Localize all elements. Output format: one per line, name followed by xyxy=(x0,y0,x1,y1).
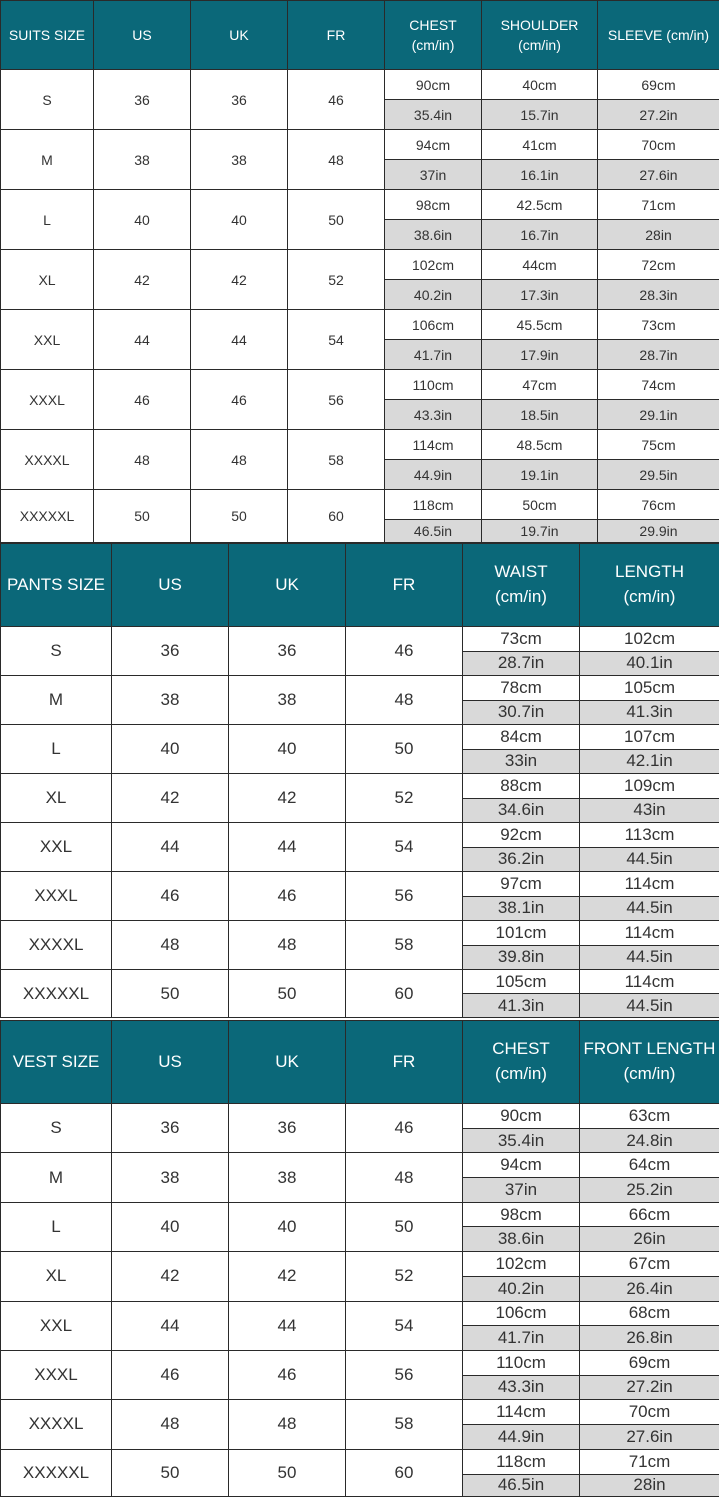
pants-measure-cm-cell: 105cm xyxy=(580,676,719,701)
vest-uk-cell: 46 xyxy=(229,1350,346,1399)
table-row xyxy=(1,130,719,160)
pants-size-cell: L xyxy=(1,725,112,774)
suits-us-cell: 40 xyxy=(94,190,191,250)
pants-measure-cm-cell: 113cm xyxy=(580,823,719,848)
table-row xyxy=(1,676,719,701)
suits-uk-cell: 46 xyxy=(191,370,288,430)
pants-measure-in-cell: 40.1in xyxy=(580,651,719,676)
pants-measure-cm-cell: 107cm xyxy=(580,725,719,750)
suits-uk-cell: 42 xyxy=(191,250,288,310)
vest-measure-cm-cell: 70cm xyxy=(580,1400,719,1425)
suits-size-cell: L xyxy=(1,190,94,250)
pants-measure-in-cell: 28.7in xyxy=(463,651,580,676)
suits-column-header: CHEST (cm/in) xyxy=(385,1,482,70)
pants-measure-in-cell: 44.5in xyxy=(580,994,719,1018)
vest-measure-in-cell: 38.6in xyxy=(463,1227,580,1252)
suits-us-cell: 50 xyxy=(94,490,191,543)
pants-fr-cell: 52 xyxy=(346,774,463,823)
pants-measure-in-cell: 39.8in xyxy=(463,945,580,970)
pants-size-cell: S xyxy=(1,627,112,676)
suits-measure-cm-cell: 102cm xyxy=(385,250,482,280)
pants-size-cell: XXXXL xyxy=(1,921,112,970)
suits-measure-cm-cell: 69cm xyxy=(598,70,719,100)
vest-size-chart xyxy=(0,1020,719,1499)
vest-measure-in-cell: 24.8in xyxy=(580,1128,719,1153)
vest-measure-in-cell: 43.3in xyxy=(463,1375,580,1400)
pants-us-cell: 38 xyxy=(112,676,229,725)
vest-measure-cm-cell: 71cm xyxy=(580,1449,719,1474)
suits-measure-in-cell: 37in xyxy=(385,160,482,190)
suits-measure-in-cell: 19.7in xyxy=(482,520,598,543)
suits-measure-cm-cell: 94cm xyxy=(385,130,482,160)
table-row xyxy=(1,1153,719,1178)
suits-us-cell: 48 xyxy=(94,430,191,490)
suits-fr-cell: 48 xyxy=(288,130,385,190)
suits-us-cell: 44 xyxy=(94,310,191,370)
vest-size-cell: XXXL xyxy=(1,1350,112,1399)
vest-measure-cm-cell: 102cm xyxy=(463,1252,580,1277)
suits-size-chart xyxy=(0,0,719,543)
vest-measure-cm-cell: 68cm xyxy=(580,1301,719,1326)
table-row xyxy=(1,921,719,946)
suits-measure-in-cell: 27.6in xyxy=(598,160,719,190)
pants-measure-in-cell: 34.6in xyxy=(463,798,580,823)
vest-measure-cm-cell: 69cm xyxy=(580,1350,719,1375)
suits-uk-cell: 50 xyxy=(191,490,288,543)
pants-fr-cell: 60 xyxy=(346,970,463,1018)
suits-measure-in-cell: 17.3in xyxy=(482,280,598,310)
pants-measure-cm-cell: 92cm xyxy=(463,823,580,848)
suits-measure-in-cell: 29.1in xyxy=(598,400,719,430)
pants-column-header: US xyxy=(112,544,229,627)
suits-measure-cm-cell: 72cm xyxy=(598,250,719,280)
table-row xyxy=(1,250,719,280)
suits-measure-in-cell: 28.7in xyxy=(598,340,719,370)
suits-fr-cell: 50 xyxy=(288,190,385,250)
suits-measure-cm-cell: 40cm xyxy=(482,70,598,100)
pants-size-cell: XXXL xyxy=(1,872,112,921)
suits-uk-cell: 38 xyxy=(191,130,288,190)
pants-measure-in-cell: 36.2in xyxy=(463,847,580,872)
table-row xyxy=(1,310,719,340)
vest-table xyxy=(0,1020,719,1497)
vest-measure-in-cell: 26.8in xyxy=(580,1326,719,1351)
suits-measure-cm-cell: 73cm xyxy=(598,310,719,340)
pants-fr-cell: 58 xyxy=(346,921,463,970)
vest-us-cell: 50 xyxy=(112,1449,229,1496)
vest-size-cell: L xyxy=(1,1202,112,1251)
table-row xyxy=(1,774,719,799)
suits-us-cell: 46 xyxy=(94,370,191,430)
pants-column-header: LENGTH (cm/in) xyxy=(580,544,719,627)
suits-measure-cm-cell: 74cm xyxy=(598,370,719,400)
vest-measure-cm-cell: 110cm xyxy=(463,1350,580,1375)
suits-table xyxy=(0,0,719,543)
vest-measure-cm-cell: 98cm xyxy=(463,1202,580,1227)
pants-measure-in-cell: 33in xyxy=(463,749,580,774)
vest-fr-cell: 54 xyxy=(346,1301,463,1350)
table-row xyxy=(1,872,719,897)
pants-column-header: UK xyxy=(229,544,346,627)
suits-fr-cell: 56 xyxy=(288,370,385,430)
suits-us-cell: 38 xyxy=(94,130,191,190)
suits-measure-cm-cell: 98cm xyxy=(385,190,482,220)
table-row xyxy=(1,490,719,520)
vest-fr-cell: 58 xyxy=(346,1400,463,1449)
vest-size-cell: XL xyxy=(1,1252,112,1301)
table-row xyxy=(1,190,719,220)
suits-fr-cell: 54 xyxy=(288,310,385,370)
pants-uk-cell: 38 xyxy=(229,676,346,725)
pants-measure-in-cell: 38.1in xyxy=(463,896,580,921)
pants-measure-in-cell: 41.3in xyxy=(580,700,719,725)
pants-us-cell: 48 xyxy=(112,921,229,970)
pants-measure-in-cell: 44.5in xyxy=(580,847,719,872)
pants-us-cell: 40 xyxy=(112,725,229,774)
table-row xyxy=(1,1449,719,1474)
pants-measure-cm-cell: 97cm xyxy=(463,872,580,897)
pants-measure-in-cell: 44.5in xyxy=(580,896,719,921)
vest-measure-cm-cell: 66cm xyxy=(580,1202,719,1227)
pants-measure-cm-cell: 73cm xyxy=(463,627,580,652)
pants-measure-in-cell: 44.5in xyxy=(580,945,719,970)
vest-uk-cell: 50 xyxy=(229,1449,346,1496)
vest-uk-cell: 40 xyxy=(229,1202,346,1251)
pants-fr-cell: 50 xyxy=(346,725,463,774)
vest-measure-in-cell: 26.4in xyxy=(580,1276,719,1301)
table-row xyxy=(1,1400,719,1425)
pants-size-chart xyxy=(0,543,719,1020)
vest-fr-cell: 56 xyxy=(346,1350,463,1399)
suits-column-header: SLEEVE (cm/in) xyxy=(598,1,719,70)
suits-measure-in-cell: 16.1in xyxy=(482,160,598,190)
table-row xyxy=(1,430,719,460)
suits-measure-in-cell: 40.2in xyxy=(385,280,482,310)
table-row xyxy=(1,1104,719,1129)
vest-uk-cell: 36 xyxy=(229,1104,346,1153)
pants-uk-cell: 40 xyxy=(229,725,346,774)
vest-us-cell: 42 xyxy=(112,1252,229,1301)
table-row xyxy=(1,725,719,750)
table-row xyxy=(1,1252,719,1277)
vest-measure-in-cell: 41.7in xyxy=(463,1326,580,1351)
pants-measure-cm-cell: 114cm xyxy=(580,921,719,946)
pants-measure-cm-cell: 101cm xyxy=(463,921,580,946)
table-row xyxy=(1,970,719,994)
suits-size-cell: S xyxy=(1,70,94,130)
suits-measure-cm-cell: 90cm xyxy=(385,70,482,100)
vest-fr-cell: 48 xyxy=(346,1153,463,1202)
vest-us-cell: 36 xyxy=(112,1104,229,1153)
suits-measure-cm-cell: 110cm xyxy=(385,370,482,400)
pants-fr-cell: 54 xyxy=(346,823,463,872)
suits-column-header: FR xyxy=(288,1,385,70)
pants-measure-in-cell: 43in xyxy=(580,798,719,823)
vest-size-cell: M xyxy=(1,1153,112,1202)
pants-measure-cm-cell: 102cm xyxy=(580,627,719,652)
suits-column-header: US xyxy=(94,1,191,70)
suits-size-cell: XXXL xyxy=(1,370,94,430)
vest-measure-cm-cell: 106cm xyxy=(463,1301,580,1326)
suits-measure-cm-cell: 42.5cm xyxy=(482,190,598,220)
pants-us-cell: 44 xyxy=(112,823,229,872)
vest-measure-cm-cell: 67cm xyxy=(580,1252,719,1277)
pants-uk-cell: 36 xyxy=(229,627,346,676)
vest-column-header: CHEST (cm/in) xyxy=(463,1021,580,1104)
suits-measure-cm-cell: 114cm xyxy=(385,430,482,460)
suits-measure-cm-cell: 106cm xyxy=(385,310,482,340)
vest-measure-cm-cell: 118cm xyxy=(463,1449,580,1474)
suits-measure-in-cell: 19.1in xyxy=(482,460,598,490)
vest-fr-cell: 50 xyxy=(346,1202,463,1251)
suits-measure-in-cell: 43.3in xyxy=(385,400,482,430)
vest-fr-cell: 52 xyxy=(346,1252,463,1301)
suits-measure-in-cell: 28in xyxy=(598,220,719,250)
pants-us-cell: 50 xyxy=(112,970,229,1018)
suits-column-header: SHOULDER (cm/in) xyxy=(482,1,598,70)
vest-measure-in-cell: 44.9in xyxy=(463,1424,580,1449)
suits-measure-in-cell: 38.6in xyxy=(385,220,482,250)
vest-measure-cm-cell: 94cm xyxy=(463,1153,580,1178)
vest-uk-cell: 44 xyxy=(229,1301,346,1350)
suits-column-header: UK xyxy=(191,1,288,70)
table-row xyxy=(1,823,719,848)
suits-size-cell: XXL xyxy=(1,310,94,370)
suits-measure-cm-cell: 50cm xyxy=(482,490,598,520)
suits-measure-cm-cell: 76cm xyxy=(598,490,719,520)
suits-fr-cell: 52 xyxy=(288,250,385,310)
pants-uk-cell: 46 xyxy=(229,872,346,921)
pants-table xyxy=(0,543,719,1018)
vest-measure-in-cell: 46.5in xyxy=(463,1474,580,1496)
pants-size-cell: M xyxy=(1,676,112,725)
pants-us-cell: 36 xyxy=(112,627,229,676)
pants-us-cell: 42 xyxy=(112,774,229,823)
vest-column-header: FR xyxy=(346,1021,463,1104)
vest-us-cell: 38 xyxy=(112,1153,229,1202)
vest-measure-in-cell: 26in xyxy=(580,1227,719,1252)
suits-column-header: SUITS SIZE xyxy=(1,1,94,70)
vest-measure-cm-cell: 63cm xyxy=(580,1104,719,1129)
pants-measure-cm-cell: 88cm xyxy=(463,774,580,799)
suits-measure-in-cell: 46.5in xyxy=(385,520,482,543)
vest-measure-in-cell: 27.2in xyxy=(580,1375,719,1400)
suits-measure-in-cell: 18.5in xyxy=(482,400,598,430)
pants-uk-cell: 50 xyxy=(229,970,346,1018)
pants-header-row xyxy=(1,544,719,627)
vest-uk-cell: 38 xyxy=(229,1153,346,1202)
vest-uk-cell: 42 xyxy=(229,1252,346,1301)
table-row xyxy=(1,627,719,652)
vest-fr-cell: 46 xyxy=(346,1104,463,1153)
pants-uk-cell: 48 xyxy=(229,921,346,970)
suits-header-row xyxy=(1,1,719,70)
vest-measure-in-cell: 27.6in xyxy=(580,1424,719,1449)
vest-uk-cell: 48 xyxy=(229,1400,346,1449)
pants-fr-cell: 48 xyxy=(346,676,463,725)
pants-measure-cm-cell: 114cm xyxy=(580,970,719,994)
vest-size-cell: XXXXL xyxy=(1,1400,112,1449)
suits-measure-cm-cell: 48.5cm xyxy=(482,430,598,460)
pants-measure-in-cell: 30.7in xyxy=(463,700,580,725)
suits-measure-cm-cell: 45.5cm xyxy=(482,310,598,340)
pants-column-header: FR xyxy=(346,544,463,627)
suits-measure-in-cell: 16.7in xyxy=(482,220,598,250)
vest-fr-cell: 60 xyxy=(346,1449,463,1496)
pants-uk-cell: 44 xyxy=(229,823,346,872)
table-row xyxy=(1,370,719,400)
pants-measure-cm-cell: 78cm xyxy=(463,676,580,701)
suits-fr-cell: 60 xyxy=(288,490,385,543)
vest-measure-cm-cell: 64cm xyxy=(580,1153,719,1178)
suits-measure-in-cell: 27.2in xyxy=(598,100,719,130)
pants-column-header: PANTS SIZE xyxy=(1,544,112,627)
suits-size-cell: M xyxy=(1,130,94,190)
vest-measure-in-cell: 28in xyxy=(580,1474,719,1496)
vest-header-row xyxy=(1,1021,719,1104)
pants-measure-cm-cell: 114cm xyxy=(580,872,719,897)
pants-column-header: WAIST (cm/in) xyxy=(463,544,580,627)
table-row xyxy=(1,1301,719,1326)
pants-size-cell: XXL xyxy=(1,823,112,872)
pants-us-cell: 46 xyxy=(112,872,229,921)
suits-measure-in-cell: 28.3in xyxy=(598,280,719,310)
vest-measure-in-cell: 35.4in xyxy=(463,1128,580,1153)
pants-measure-in-cell: 41.3in xyxy=(463,994,580,1018)
suits-uk-cell: 48 xyxy=(191,430,288,490)
pants-size-cell: XXXXXL xyxy=(1,970,112,1018)
suits-measure-in-cell: 41.7in xyxy=(385,340,482,370)
suits-us-cell: 42 xyxy=(94,250,191,310)
vest-size-cell: S xyxy=(1,1104,112,1153)
suits-size-cell: XXXXXL xyxy=(1,490,94,543)
table-row xyxy=(1,1350,719,1375)
vest-column-header: VEST SIZE xyxy=(1,1021,112,1104)
suits-uk-cell: 40 xyxy=(191,190,288,250)
suits-measure-in-cell: 29.5in xyxy=(598,460,719,490)
suits-size-cell: XL xyxy=(1,250,94,310)
suits-measure-cm-cell: 71cm xyxy=(598,190,719,220)
suits-measure-cm-cell: 118cm xyxy=(385,490,482,520)
suits-uk-cell: 36 xyxy=(191,70,288,130)
vest-measure-cm-cell: 90cm xyxy=(463,1104,580,1129)
suits-fr-cell: 58 xyxy=(288,430,385,490)
vest-measure-in-cell: 25.2in xyxy=(580,1178,719,1203)
suits-fr-cell: 46 xyxy=(288,70,385,130)
suits-measure-cm-cell: 41cm xyxy=(482,130,598,160)
suits-measure-in-cell: 17.9in xyxy=(482,340,598,370)
vest-column-header: FRONT LENGTH (cm/in) xyxy=(580,1021,719,1104)
pants-fr-cell: 56 xyxy=(346,872,463,921)
suits-size-cell: XXXXL xyxy=(1,430,94,490)
pants-measure-cm-cell: 105cm xyxy=(463,970,580,994)
vest-column-header: US xyxy=(112,1021,229,1104)
pants-measure-in-cell: 42.1in xyxy=(580,749,719,774)
vest-measure-in-cell: 40.2in xyxy=(463,1276,580,1301)
suits-measure-cm-cell: 70cm xyxy=(598,130,719,160)
suits-measure-cm-cell: 47cm xyxy=(482,370,598,400)
pants-fr-cell: 46 xyxy=(346,627,463,676)
suits-measure-in-cell: 44.9in xyxy=(385,460,482,490)
pants-uk-cell: 42 xyxy=(229,774,346,823)
vest-us-cell: 40 xyxy=(112,1202,229,1251)
vest-measure-cm-cell: 114cm xyxy=(463,1400,580,1425)
pants-size-cell: XL xyxy=(1,774,112,823)
suits-measure-in-cell: 29.9in xyxy=(598,520,719,543)
pants-measure-cm-cell: 109cm xyxy=(580,774,719,799)
suits-us-cell: 36 xyxy=(94,70,191,130)
vest-size-cell: XXL xyxy=(1,1301,112,1350)
vest-column-header: UK xyxy=(229,1021,346,1104)
pants-measure-cm-cell: 84cm xyxy=(463,725,580,750)
vest-us-cell: 44 xyxy=(112,1301,229,1350)
suits-measure-in-cell: 35.4in xyxy=(385,100,482,130)
suits-measure-cm-cell: 44cm xyxy=(482,250,598,280)
vest-measure-in-cell: 37in xyxy=(463,1178,580,1203)
table-row xyxy=(1,1202,719,1227)
table-row xyxy=(1,70,719,100)
vest-us-cell: 48 xyxy=(112,1400,229,1449)
suits-measure-in-cell: 15.7in xyxy=(482,100,598,130)
suits-measure-cm-cell: 75cm xyxy=(598,430,719,460)
vest-size-cell: XXXXXL xyxy=(1,1449,112,1496)
suits-uk-cell: 44 xyxy=(191,310,288,370)
vest-us-cell: 46 xyxy=(112,1350,229,1399)
